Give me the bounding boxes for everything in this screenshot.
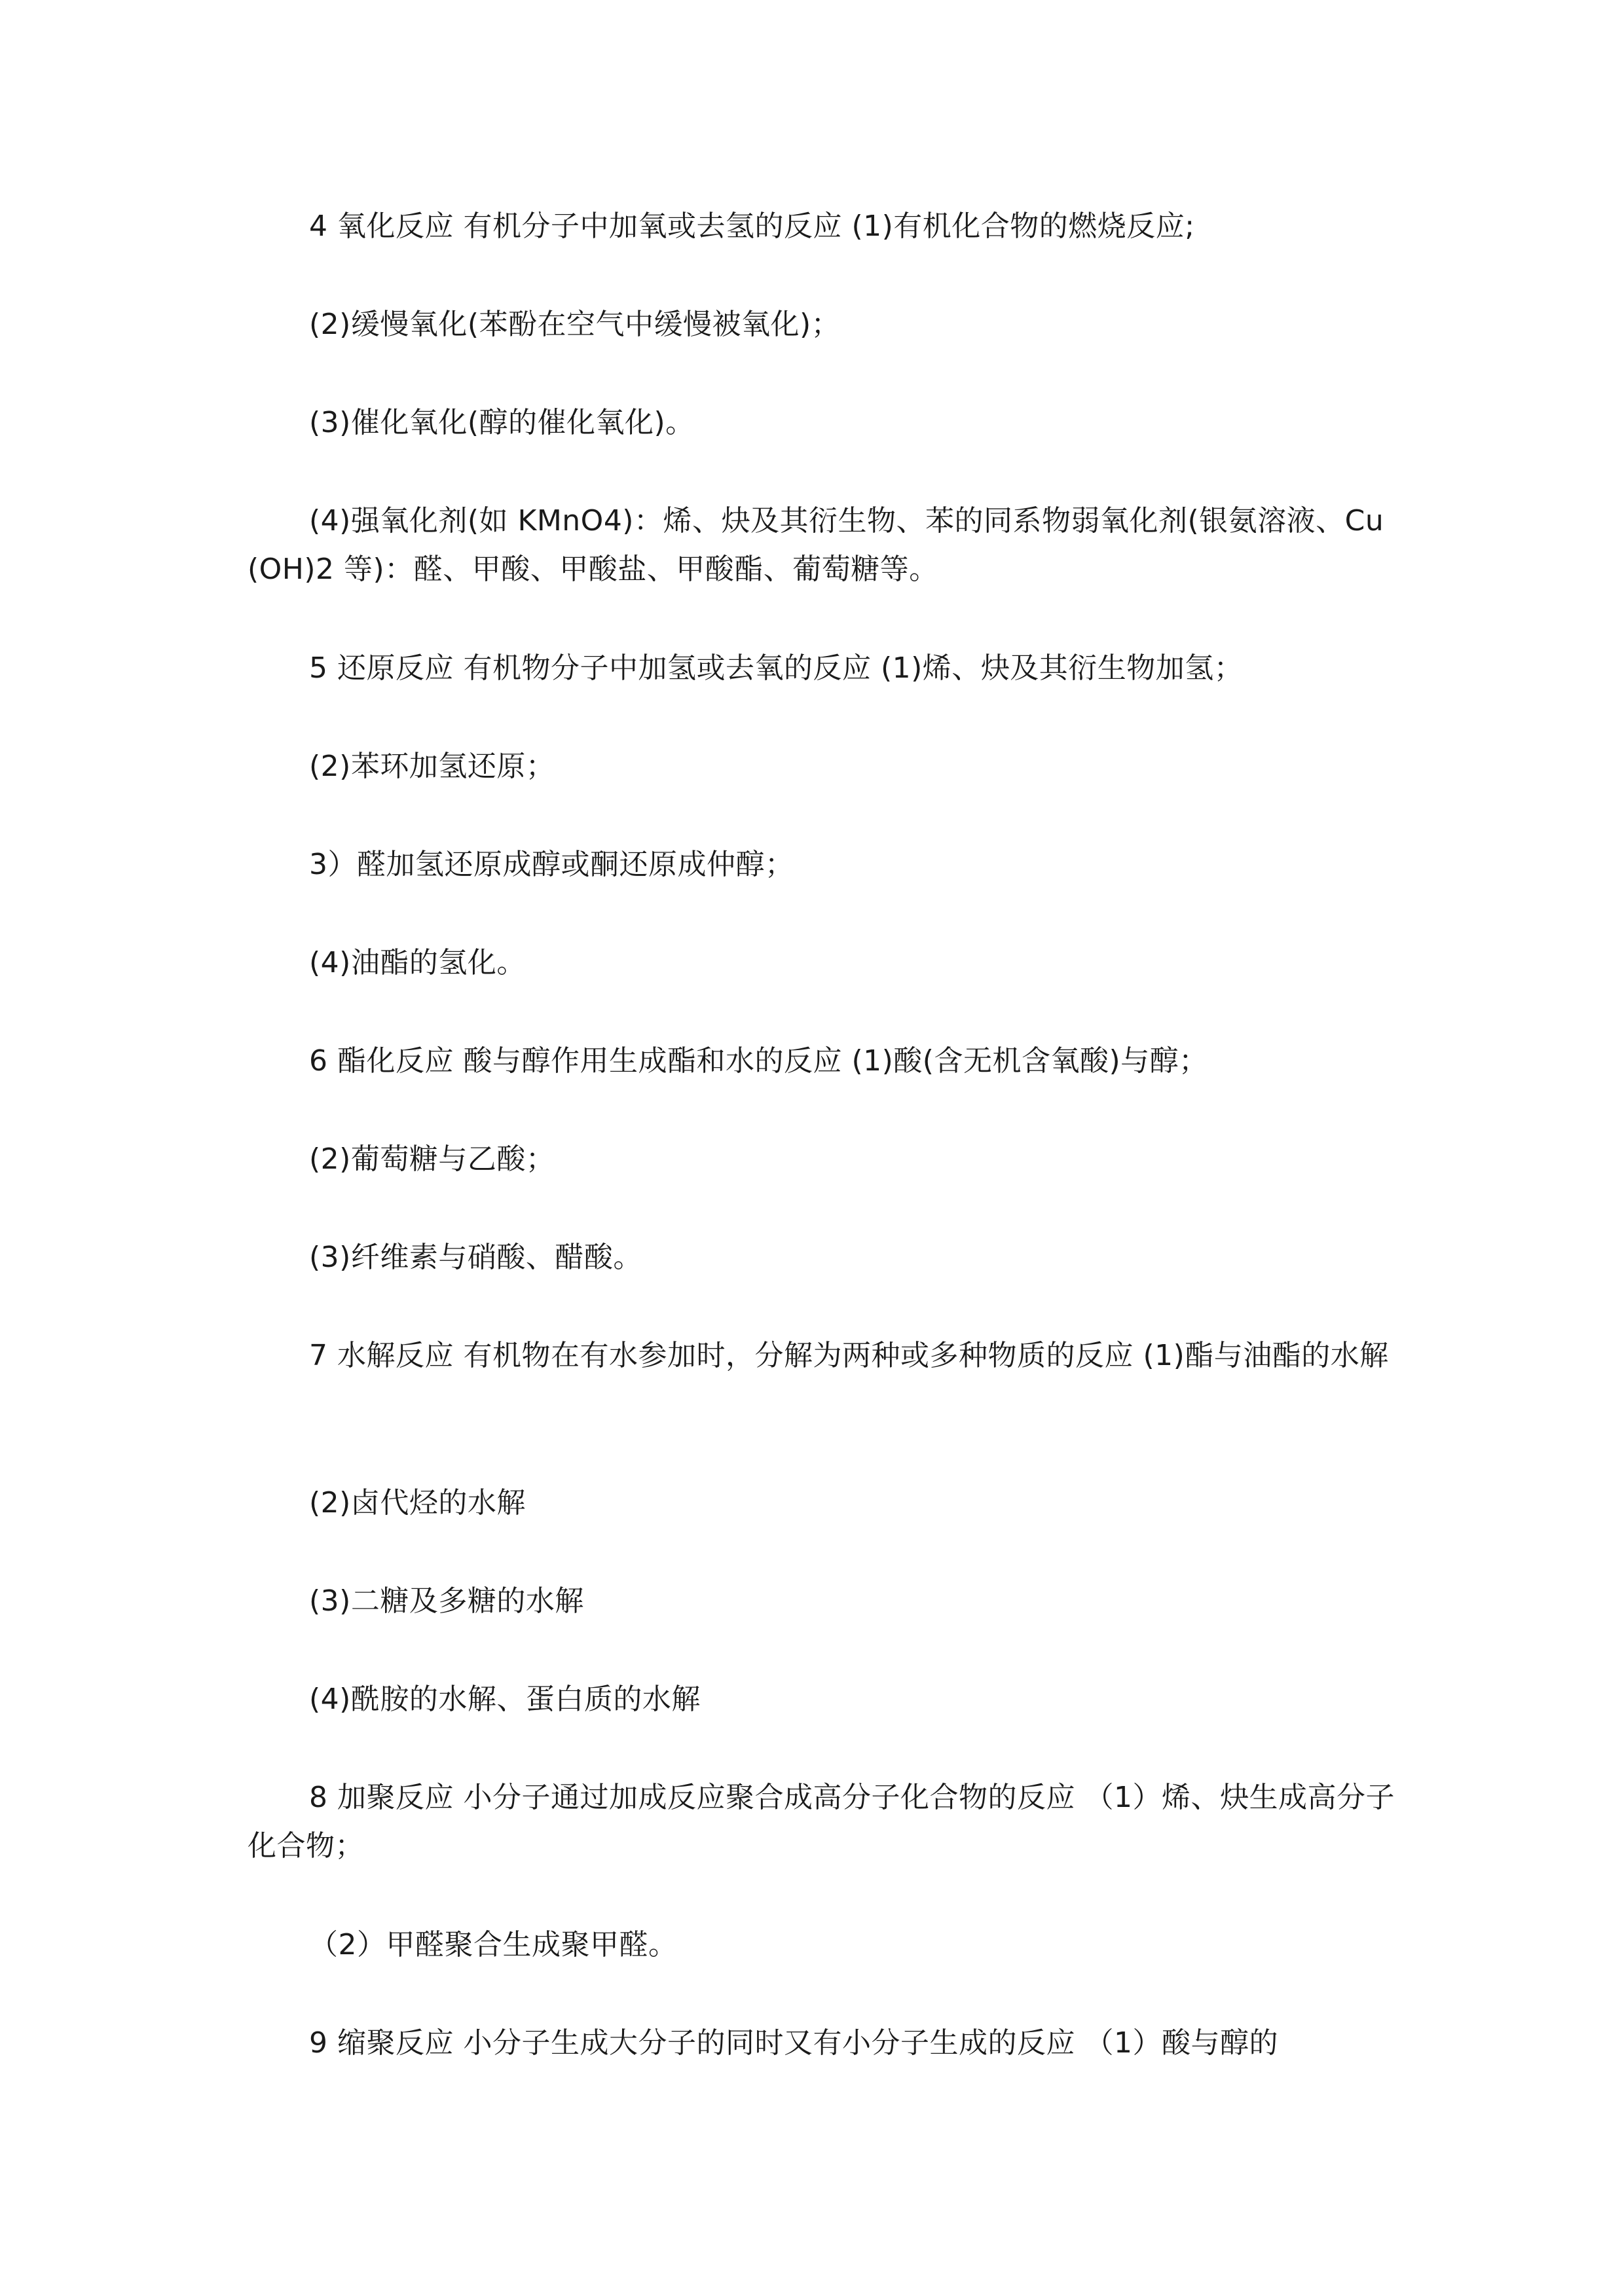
paragraph-cellulose: (3)纤维素与硝酸、醋酸。: [309, 1241, 642, 1274]
paragraph-esterification-heading: 6 酯化反应 酸与醇作用生成酯和水的反应 (1)酸(含无机含氧酸)与醇；: [309, 1044, 1208, 1078]
paragraph-amide-hydrolysis: (4)酰胺的水解、蛋白质的水解: [309, 1683, 701, 1716]
paragraph-aldehyde-reduction: 3）醛加氢还原成醇或酮还原成仲醇；: [309, 848, 794, 881]
paragraph-oil-hydrogenation: (4)油酯的氢化。: [309, 946, 526, 979]
paragraph-oxidation-heading: 4 氧化反应 有机分子中加氧或去氢的反应 (1)有机化合物的燃烧反应;: [309, 210, 1195, 243]
paragraph-benzene-reduction: (2)苯环加氢还原；: [309, 750, 555, 783]
paragraph-reduction-heading: 5 还原反应 有机物分子中加氢或去氧的反应 (1)烯、炔及其衍生物加氢；: [309, 651, 1244, 685]
paragraph-catalytic-oxidation: (3)催化氧化(醇的催化氧化)。: [309, 406, 695, 439]
paragraph-sugar-hydrolysis: (3)二糖及多糖的水解: [309, 1584, 584, 1618]
paragraph-polyformaldehyde: （2）甲醛聚合生成聚甲醛。: [309, 1928, 678, 1961]
paragraph-strong-oxidant: (4)强氧化剂(如 KMnO4)：烯、炔及其衍生物、苯的同系物弱氧化剂(银氨溶液、Cu(OH)2 等)：醛、甲酸、甲酸盐、甲酸酯、葡萄糖等。: [248, 504, 1384, 586]
paragraph-glucose-acetic: (2)葡萄糖与乙酸；: [309, 1142, 555, 1176]
paragraph-condensation-heading: 9 缩聚反应 小分子生成大分子的同时又有小分子生成的反应 （1）酸与醇的: [309, 2026, 1278, 2060]
paragraph-haloalkane-hydrolysis: (2)卤代烃的水解: [309, 1486, 526, 1520]
paragraph-slow-oxidation: (2)缓慢氧化(苯酚在空气中缓慢被氧化)；: [309, 308, 841, 341]
paragraph-hydrolysis-heading: 7 水解反应 有机物在有水参加时，分解为两种或多种物质的反应 (1)酯与油酯的水解: [309, 1339, 1389, 1372]
paragraph-addition-polymerization: 8 加聚反应 小分子通过加成反应聚合成高分子化合物的反应 （1）烯、炔生成高分子化合物；: [248, 1781, 1395, 1863]
